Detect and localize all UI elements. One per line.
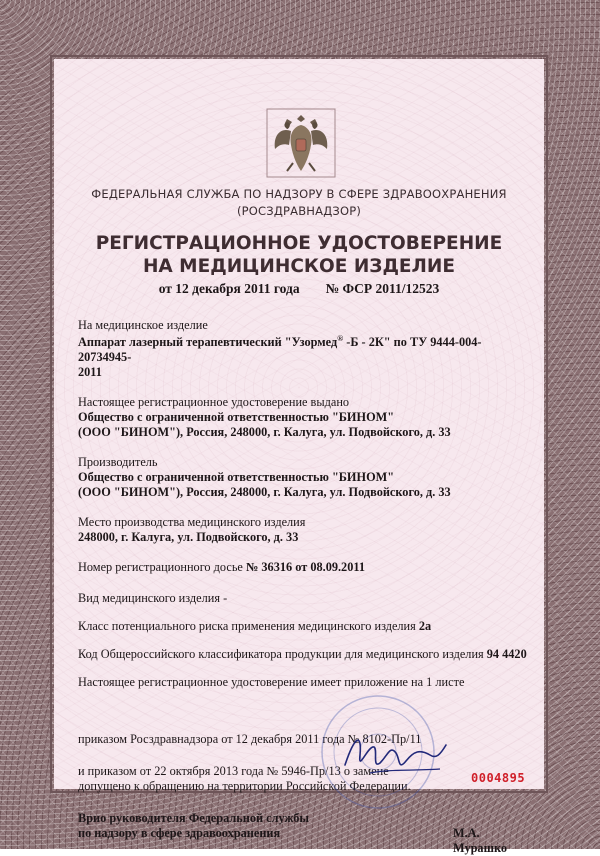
production-site-value: 248000, г. Калуга, ул. Подвойского, д. 33 bbox=[78, 530, 299, 544]
dossier-value: № 36316 от 08.09.2011 bbox=[245, 560, 365, 574]
production-site-label: Место производства медицинского изделия bbox=[78, 515, 306, 529]
signatory-name: М.А. Мурашко bbox=[453, 826, 508, 855]
document-title bbox=[54, 232, 544, 278]
agency-name bbox=[54, 186, 544, 220]
title-line-2: НА МЕДИЦИНСКОЕ ИЗДЕЛИЕ bbox=[142, 256, 456, 277]
device-name-part: -Б - 2К" по ТУ 9444-004-20734945- bbox=[78, 335, 482, 364]
issued-to-line: Общество с ограниченной ответственностью "БИНОМ" bbox=[78, 410, 395, 424]
coat-of-arms-icon bbox=[263, 105, 339, 181]
dossier-label: Номер регистрационного досье bbox=[78, 560, 246, 574]
okp-value: 94 4420 bbox=[486, 647, 527, 661]
title-line-1: РЕГИСТРАЦИОННОЕ УДОСТОВЕРЕНИЕ bbox=[95, 233, 503, 254]
risk-class-row bbox=[78, 619, 533, 634]
kind-row: Вид медицинского изделия - bbox=[78, 591, 228, 605]
serial-number: 0004895 bbox=[471, 771, 526, 785]
issue-date: от 12 декабря 2011 года bbox=[158, 281, 300, 296]
handwritten-signature-icon bbox=[340, 725, 450, 780]
dossier-row bbox=[78, 560, 533, 575]
risk-class-value: 2а bbox=[418, 619, 432, 633]
risk-class-label: Класс потенциального риска применения медицинского изделия bbox=[78, 619, 419, 633]
appendix-note: Настоящее регистрационное удостоверение имеет приложение на 1 листе bbox=[78, 675, 465, 689]
signatory-title: Врио руководителя Федеральной службы bbox=[78, 811, 309, 825]
manufacturer-label: Производитель bbox=[78, 455, 158, 469]
issued-to-label: Настоящее регистрационное удостоверение выдано bbox=[78, 395, 350, 409]
order-line: приказом Росздравнадзора от 12 декабря 2011 года № 8102-Пр/11 bbox=[78, 732, 422, 746]
admission-line: допущено к обращению на территории Российской Федерации. bbox=[78, 779, 411, 793]
agency-name-line: ФЕДЕРАЛЬНАЯ СЛУЖБА ПО НАДЗОРУ В СФЕРЕ ЗДРАВООХРАНЕНИЯ bbox=[91, 187, 507, 201]
certificate-number: № ФСР 2011/12523 bbox=[325, 281, 440, 296]
signatory-title-line: по надзору в сфере здравоохранения bbox=[78, 826, 281, 840]
manufacturer-line: (ООО "БИНОМ"), Россия, 248000, г. Калуга, ул. Подвойского, д. 33 bbox=[78, 485, 451, 499]
okp-label: Код Общероссийского классификатора продукции для медицинского изделия bbox=[78, 647, 487, 661]
agency-short-name: (РОСЗДРАВНАДЗОР) bbox=[236, 204, 362, 218]
device-name-tail: 2011 bbox=[78, 365, 102, 379]
issue-dateline bbox=[54, 281, 544, 297]
okp-row bbox=[78, 647, 533, 662]
device-name-part: Аппарат лазерный терапевтический "Узормед bbox=[78, 335, 338, 349]
registered-mark: ® bbox=[337, 333, 344, 343]
device-name bbox=[78, 335, 533, 365]
manufacturer-line: Общество с ограниченной ответственностью "БИНОМ" bbox=[78, 470, 395, 484]
issued-to-line: (ООО "БИНОМ"), Россия, 248000, г. Калуга, ул. Подвойского, д. 33 bbox=[78, 425, 451, 439]
device-label: На медицинское изделие bbox=[78, 318, 208, 332]
certificate-body bbox=[78, 318, 533, 855]
signatory-title bbox=[78, 826, 533, 855]
order-line: и приказом от 22 октября 2013 года № 5946-Пр/13 о замене bbox=[78, 764, 389, 778]
